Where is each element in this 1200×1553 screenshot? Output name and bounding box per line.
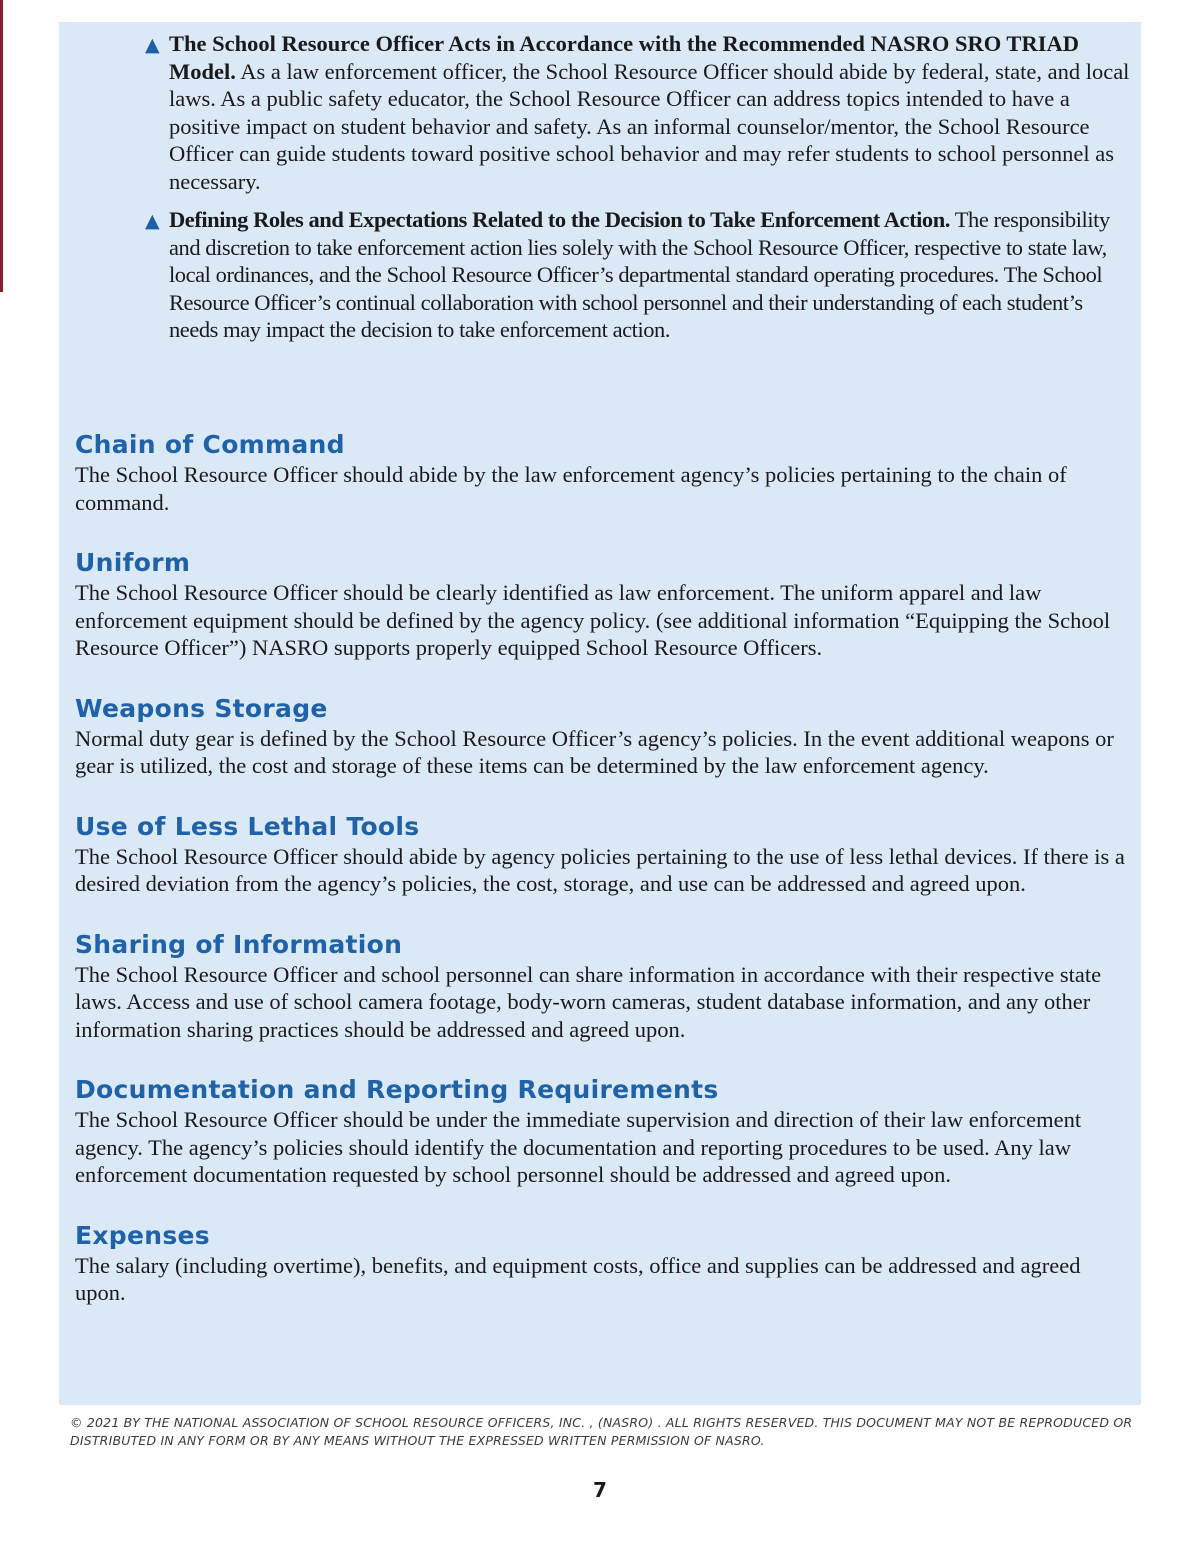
- bullet-text: As a law enforcement officer, the School Resource Officer should abide by federal, state, and local laws. As a public safety educator, the School Resource Officer can address topics intended to have a positive impact on student behavior and safety. As an informal counselor/mentor, the School Resource Officer can guide students toward positive school behavior and may refer students to school personnel as necessary.: [169, 58, 1130, 194]
- section-body: The School Resource Officer and school personnel can share information in accordance with their respective state laws. Access and use of school camera footage, body-worn cameras, student database information, and any other information sharing practices should be addressed and agreed upon.: [75, 961, 1102, 1042]
- triangle-up-icon: ▲: [145, 210, 160, 232]
- section-sharing-of-information: [75, 928, 1135, 1044]
- bullet-item: [145, 206, 1135, 344]
- bullet-text: The responsibility and discretion to take enforcement action lies solely with the School Resource Officer, respective to state law, local ordinances, and the School Resource Officer’s departmental standard operating procedures. The School Resource Officer’s continual collaboration with school personnel and their understanding of each student’s needs may impact the decision to take enforcement action.: [169, 207, 1110, 342]
- bullet-title: The School Resource Officer Acts in Accordance with the Recommended NASRO SRO TRIAD Model.: [169, 31, 1079, 84]
- section-uniform: [75, 546, 1135, 662]
- page-edge-mark: [0, 0, 3, 292]
- page-number: 7: [593, 1478, 607, 1502]
- section-heading: Chain of Command: [75, 430, 345, 459]
- section-less-lethal-tools: [75, 810, 1135, 898]
- triangle-up-icon: ▲: [145, 34, 160, 56]
- bullet-list: [145, 30, 1135, 355]
- section-heading: Use of Less Lethal Tools: [75, 811, 420, 841]
- section-heading: Documentation and Reporting Requirements: [75, 1075, 719, 1104]
- section-heading: Expenses: [75, 1220, 210, 1250]
- bullet-item: [145, 30, 1135, 195]
- section-body: The School Resource Officer should be under the immediate supervision and direction of their law enforcement agency. The agency’s policies should identify the documentation and reporting procedures to be used. Any law enforcement documentation requested by school personnel should be addressed and agreed upon.: [75, 1107, 1082, 1187]
- section-heading: Sharing of Information: [75, 929, 403, 959]
- section-body: The School Resource Officer should abide by agency policies pertaining to the use of less lethal devices. If there is a desired deviation from the agency’s policies, the cost, storage, and use can be addressed and agreed upon.: [75, 843, 1125, 896]
- section-body: The salary (including overtime), benefits, and equipment costs, office and supplies can be addressed and agreed upon.: [75, 1252, 1081, 1305]
- section-heading: Weapons Storage: [75, 693, 328, 723]
- section-weapons-storage: [75, 692, 1135, 780]
- section-body: Normal duty gear is defined by the School Resource Officer’s agency’s policies. In the event additional weapons or gear is utilized, the cost and storage of these items can be determined by the law enforcement agency.: [75, 725, 1114, 778]
- section-body: The School Resource Officer should abide by the law enforcement agency’s policies pertaining to the chain of command.: [75, 462, 1067, 515]
- bullet-title: Defining Roles and Expectations Related to the Decision to Take Enforcement Action.: [169, 207, 950, 232]
- section-chain-of-command: [75, 428, 1135, 516]
- section-body: The School Resource Officer should be clearly identified as law enforcement. The uniform apparel and law enforcement equipment should be defined by the agency policy. (see additional information “Equipping the School Resource Officer”) NASRO supports properly equipped School Resource Officers.: [75, 580, 1111, 660]
- copyright-notice: © 2021 BY THE NATIONAL ASSOCIATION OF SCHOOL RESOURCE OFFICERS, INC. , (NASRO) . ALL RIGHTS RESERVED. THIS DOCUMENT MAY NOT BE REPRODUCED OR DISTRIBUTED IN ANY FORM OR BY ANY MEANS WITHOUT THE EXPRESSED WRITTEN PERMISSION OF NASRO.: [70, 1415, 1133, 1448]
- section-documentation-reporting: [75, 1073, 1135, 1189]
- section-heading: Uniform: [75, 548, 191, 577]
- section-list: [75, 428, 1135, 1337]
- section-expenses: [75, 1219, 1135, 1307]
